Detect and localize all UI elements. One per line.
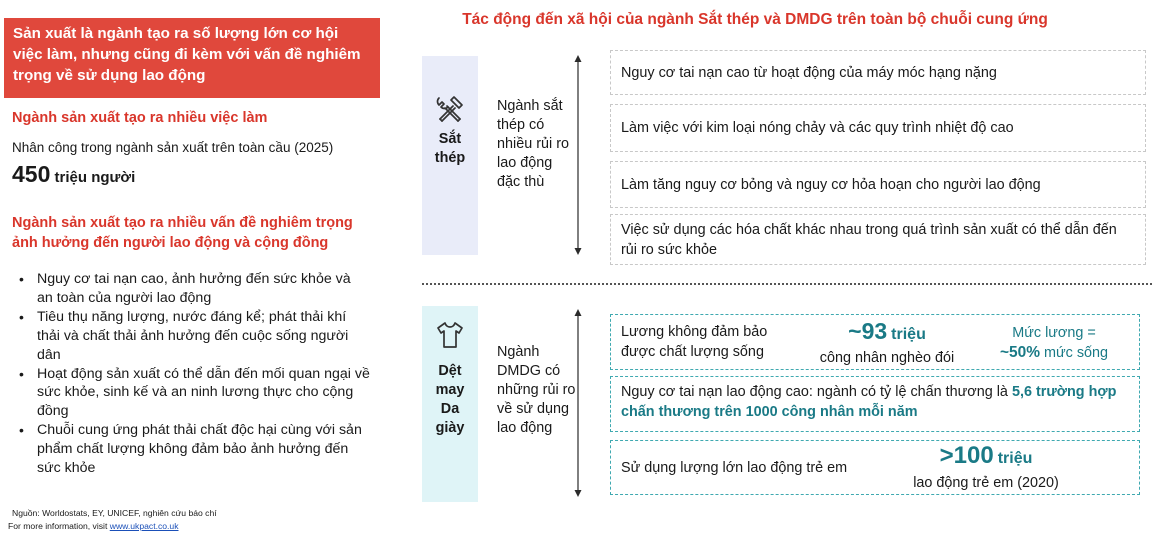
steel-vertical-arrow [573, 54, 583, 256]
section-title: Tác động đến xã hội của ngành Sắt thép và DMDG trên toàn bộ chuỗi cung ứng [462, 11, 1048, 28]
steel-label-line1: Sắt [438, 131, 462, 147]
child-labour-text: Sử dụng lượng lớn lao động trẻ em [621, 460, 848, 476]
wage-text: Lương không đảm bảo được chất lượng sống [621, 324, 768, 360]
child-labour-label: lao động trẻ em (2020) [913, 475, 1059, 491]
child-labour-unit: triệu [997, 450, 1033, 467]
wage-level-value: ~50% [999, 344, 1041, 361]
poor-workers-label: công nhân nghèo đói [819, 350, 955, 366]
child-labour-number: >100 [939, 442, 994, 469]
child-labour-box [610, 440, 1140, 495]
headline-banner: Sản xuất là ngành tạo ra số lượng lớn cơ hội việc làm, nhưng cũng đi kèm với vấn đề nghiêm trọng về sử dụng lao động [4, 18, 380, 98]
steel-category [422, 56, 478, 255]
tshirt-icon [435, 320, 465, 350]
hammer-wrench-icon [433, 92, 467, 126]
jobs-heading: Ngành sản xuất tạo ra nhiều việc làm [12, 110, 268, 126]
steel-risk-item: Làm việc với kim loại nóng chảy và các quy trình nhiệt độ cao [610, 104, 1146, 152]
list-item: • Chuỗi cung ứng phát thải chất độc hại cùng với sản phẩm chất lượng không đảm bảo ảnh hưởng đến sức khỏe [18, 421, 370, 478]
workforce-number: 450 [12, 161, 51, 187]
workforce-label: Nhân công trong ngành sản xuất trên toàn cầu (2025) [12, 140, 334, 155]
steel-risk-item: Việc sử dụng các hóa chất khác nhau trong quá trình sản xuất có thể dẫn đến rủi ro sức khỏe [610, 214, 1146, 265]
more-info [8, 521, 179, 531]
textile-description: Ngành DMDG có những rủi ro về sử dụng lao động [497, 344, 576, 436]
workforce-stat [12, 161, 135, 188]
wage-level-suffix: mức sống [1044, 345, 1109, 361]
more-info-prefix: For more information, visit [8, 521, 110, 531]
poor-workers-unit: triệu [891, 326, 926, 343]
wage-risk-box [610, 314, 1140, 370]
textile-label-line2: may [435, 382, 465, 398]
textile-label-line4: giày [435, 420, 465, 436]
textile-category [422, 306, 478, 502]
issues-heading: Ngành sản xuất tạo ra nhiều vấn đề nghiêm trọng ảnh hưởng đến người lao động và cộng đồng [12, 215, 353, 251]
accident-risk-box [610, 376, 1140, 432]
steel-risk-item: Nguy cơ tai nạn cao từ hoạt động của máy móc hạng nặng [610, 50, 1146, 95]
textile-vertical-arrow [573, 308, 583, 498]
poor-workers-stat [807, 318, 967, 368]
poor-workers-number: ~93 [848, 318, 888, 344]
section-divider [422, 283, 1152, 285]
steel-risk-item: Làm tăng nguy cơ bỏng và nguy cơ hỏa hoạn cho người lao động [610, 161, 1146, 208]
wage-level-stat [979, 323, 1129, 363]
textile-label-line1: Dệt [438, 363, 462, 379]
steel-label-line2: thép [434, 150, 466, 166]
workforce-unit: triệu người [54, 169, 136, 186]
child-labour-stat [891, 442, 1081, 493]
list-item: • Hoạt động sản xuất có thể dẫn đến mối quan ngại về sức khỏe, sinh kế và an ninh lương thực cho cộng đồng [18, 365, 370, 422]
more-info-link[interactable]: www.ukpact.co.uk [109, 521, 179, 531]
list-item: • Tiêu thụ năng lượng, nước đáng kể; phát thải khí thải và chất thải ảnh hưởng đến cuộc sống người dân [18, 308, 370, 365]
steel-description: Ngành sắt thép có nhiều rủi ro lao động đặc thù [497, 98, 569, 190]
list-item: • Nguy cơ tai nạn cao, ảnh hưởng đến sức khỏe và an toàn của người lao động [18, 270, 370, 308]
issues-list [18, 270, 370, 478]
accident-highlight: 5,6 trường hợp chấn thương trên 1000 công nhân mỗi năm [621, 384, 1117, 420]
accident-text: Nguy cơ tai nạn lao động cao: ngành có tỷ lệ chấn thương là [621, 384, 1012, 400]
source-note: Nguồn: Worldostats, EY, UNICEF, nghiên cứu báo chí [12, 508, 217, 518]
textile-label-line3: Da [440, 401, 460, 417]
wage-level-label: Mức lương = [1012, 325, 1096, 341]
